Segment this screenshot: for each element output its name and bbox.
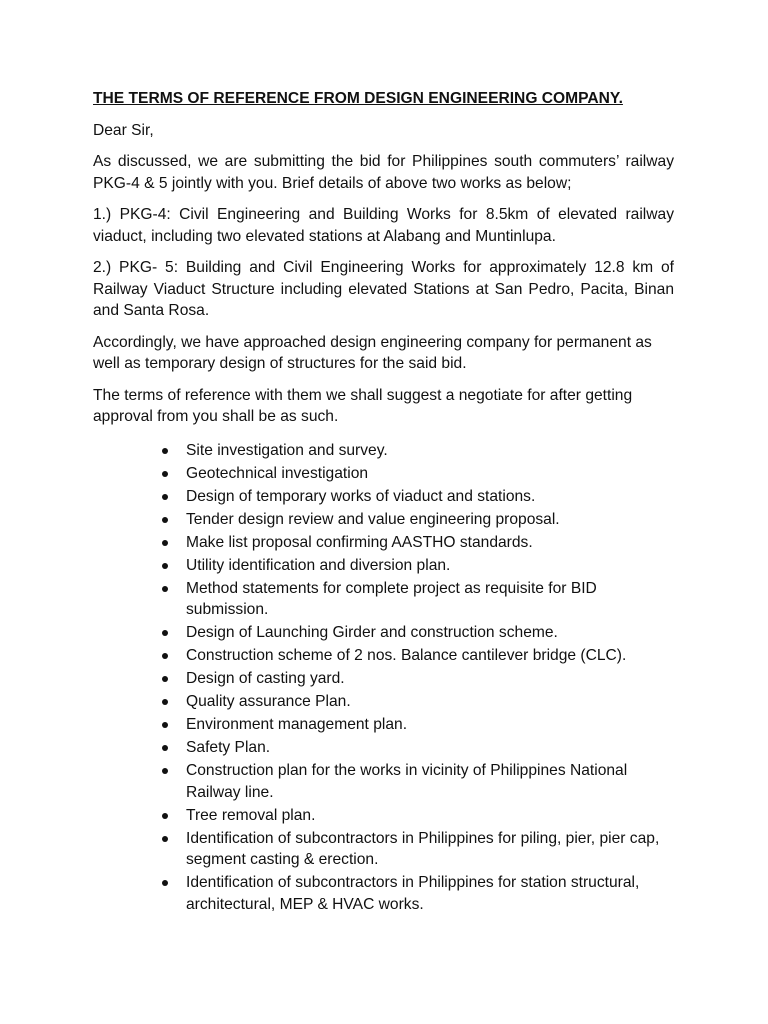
bullet-icon bbox=[162, 586, 168, 592]
list-item-text: Construction plan for the works in vicinity of Philippines National Railway line. bbox=[186, 762, 628, 801]
paragraph-terms-intro: The terms of reference with them we shall suggest a negotiate for after getting approval from you shall be as such. bbox=[93, 386, 633, 425]
bullet-icon bbox=[162, 745, 168, 751]
list-item-text: Design of casting yard. bbox=[186, 670, 345, 687]
terms-bullet-list bbox=[93, 440, 674, 916]
bullet-icon bbox=[162, 448, 168, 454]
document-body bbox=[93, 88, 674, 917]
list-item-text: Method statements for complete project as requisite for BID submission. bbox=[186, 579, 597, 618]
list-item bbox=[93, 691, 674, 713]
list-item bbox=[93, 463, 674, 485]
bullet-icon bbox=[162, 494, 168, 500]
bullet-icon bbox=[162, 880, 168, 886]
list-item bbox=[93, 714, 674, 736]
list-item bbox=[93, 737, 674, 759]
bullet-icon bbox=[162, 813, 168, 819]
list-item-text: Identification of subcontractors in Philippines for piling, pier, pier cap, segment casting & erection. bbox=[186, 829, 660, 868]
list-item bbox=[93, 578, 674, 621]
salutation: Dear Sir, bbox=[93, 121, 154, 139]
list-item bbox=[93, 668, 674, 690]
bullet-icon bbox=[162, 471, 168, 477]
paragraph-pkg-5: 2.) PKG- 5: Building and Civil Engineering Works for approximately 12.8 km of Railway Viaduct Structure including elevated Stations at San Pedro, Pacita, Binan and Santa Rosa. bbox=[93, 259, 674, 319]
list-item bbox=[93, 440, 674, 462]
list-item-text: Design of Launching Girder and construction scheme. bbox=[186, 624, 558, 641]
list-item bbox=[93, 760, 674, 803]
list-item-text: Identification of subcontractors in Philippines for station structural, architectural, MEP & HVAC works. bbox=[186, 874, 640, 913]
paragraph-bid-intro: As discussed, we are submitting the bid for Philippines south commuters’ railway PKG-4 & 5 jointly with you. Brief details of above two works as below; bbox=[93, 153, 674, 192]
document-title: THE TERMS OF REFERENCE FROM DESIGN ENGINEERING COMPANY. bbox=[93, 90, 623, 107]
list-item bbox=[93, 805, 674, 827]
list-item bbox=[93, 828, 674, 871]
list-item-text: Tree removal plan. bbox=[186, 806, 316, 824]
bullet-icon bbox=[162, 540, 168, 546]
paragraph-pkg-4: 1.) PKG-4: Civil Engineering and Building Works for 8.5km of elevated railway viaduct, including two elevated stations at Alabang and Muntinlupa. bbox=[93, 206, 674, 245]
bullet-icon bbox=[162, 722, 168, 728]
list-item bbox=[93, 645, 674, 667]
bullet-icon bbox=[162, 563, 168, 569]
list-item bbox=[93, 509, 674, 531]
list-item bbox=[93, 872, 674, 915]
bullet-icon bbox=[162, 630, 168, 636]
list-item bbox=[93, 532, 674, 554]
paragraph-design-company: Accordingly, we have approached design engineering company for permanent as well as temporary design of structures for the said bid. bbox=[93, 333, 652, 372]
list-item-text: Quality assurance Plan. bbox=[186, 693, 351, 710]
list-item-text: Tender design review and value engineering proposal. bbox=[186, 510, 560, 528]
bullet-icon bbox=[162, 768, 168, 774]
bullet-icon bbox=[162, 836, 168, 842]
list-item bbox=[93, 486, 674, 508]
list-item-text: Site investigation and survey. bbox=[186, 441, 388, 459]
bullet-icon bbox=[162, 676, 168, 682]
list-item-text: Utility identification and diversion plan. bbox=[186, 556, 451, 574]
list-item-text: Environment management plan. bbox=[186, 716, 408, 733]
bullet-icon bbox=[162, 653, 168, 659]
bullet-icon bbox=[162, 517, 168, 523]
list-item-text: Geotechnical investigation bbox=[186, 464, 369, 482]
list-item-text: Make list proposal confirming AASTHO standards. bbox=[186, 533, 533, 551]
list-item-text: Construction scheme of 2 nos. Balance cantilever bridge (CLC). bbox=[186, 647, 627, 664]
list-item-text: Safety Plan. bbox=[186, 739, 271, 756]
list-item-text: Design of temporary works of viaduct and stations. bbox=[186, 487, 536, 505]
list-item bbox=[93, 622, 674, 644]
list-item bbox=[93, 555, 674, 577]
bullet-icon bbox=[162, 699, 168, 705]
